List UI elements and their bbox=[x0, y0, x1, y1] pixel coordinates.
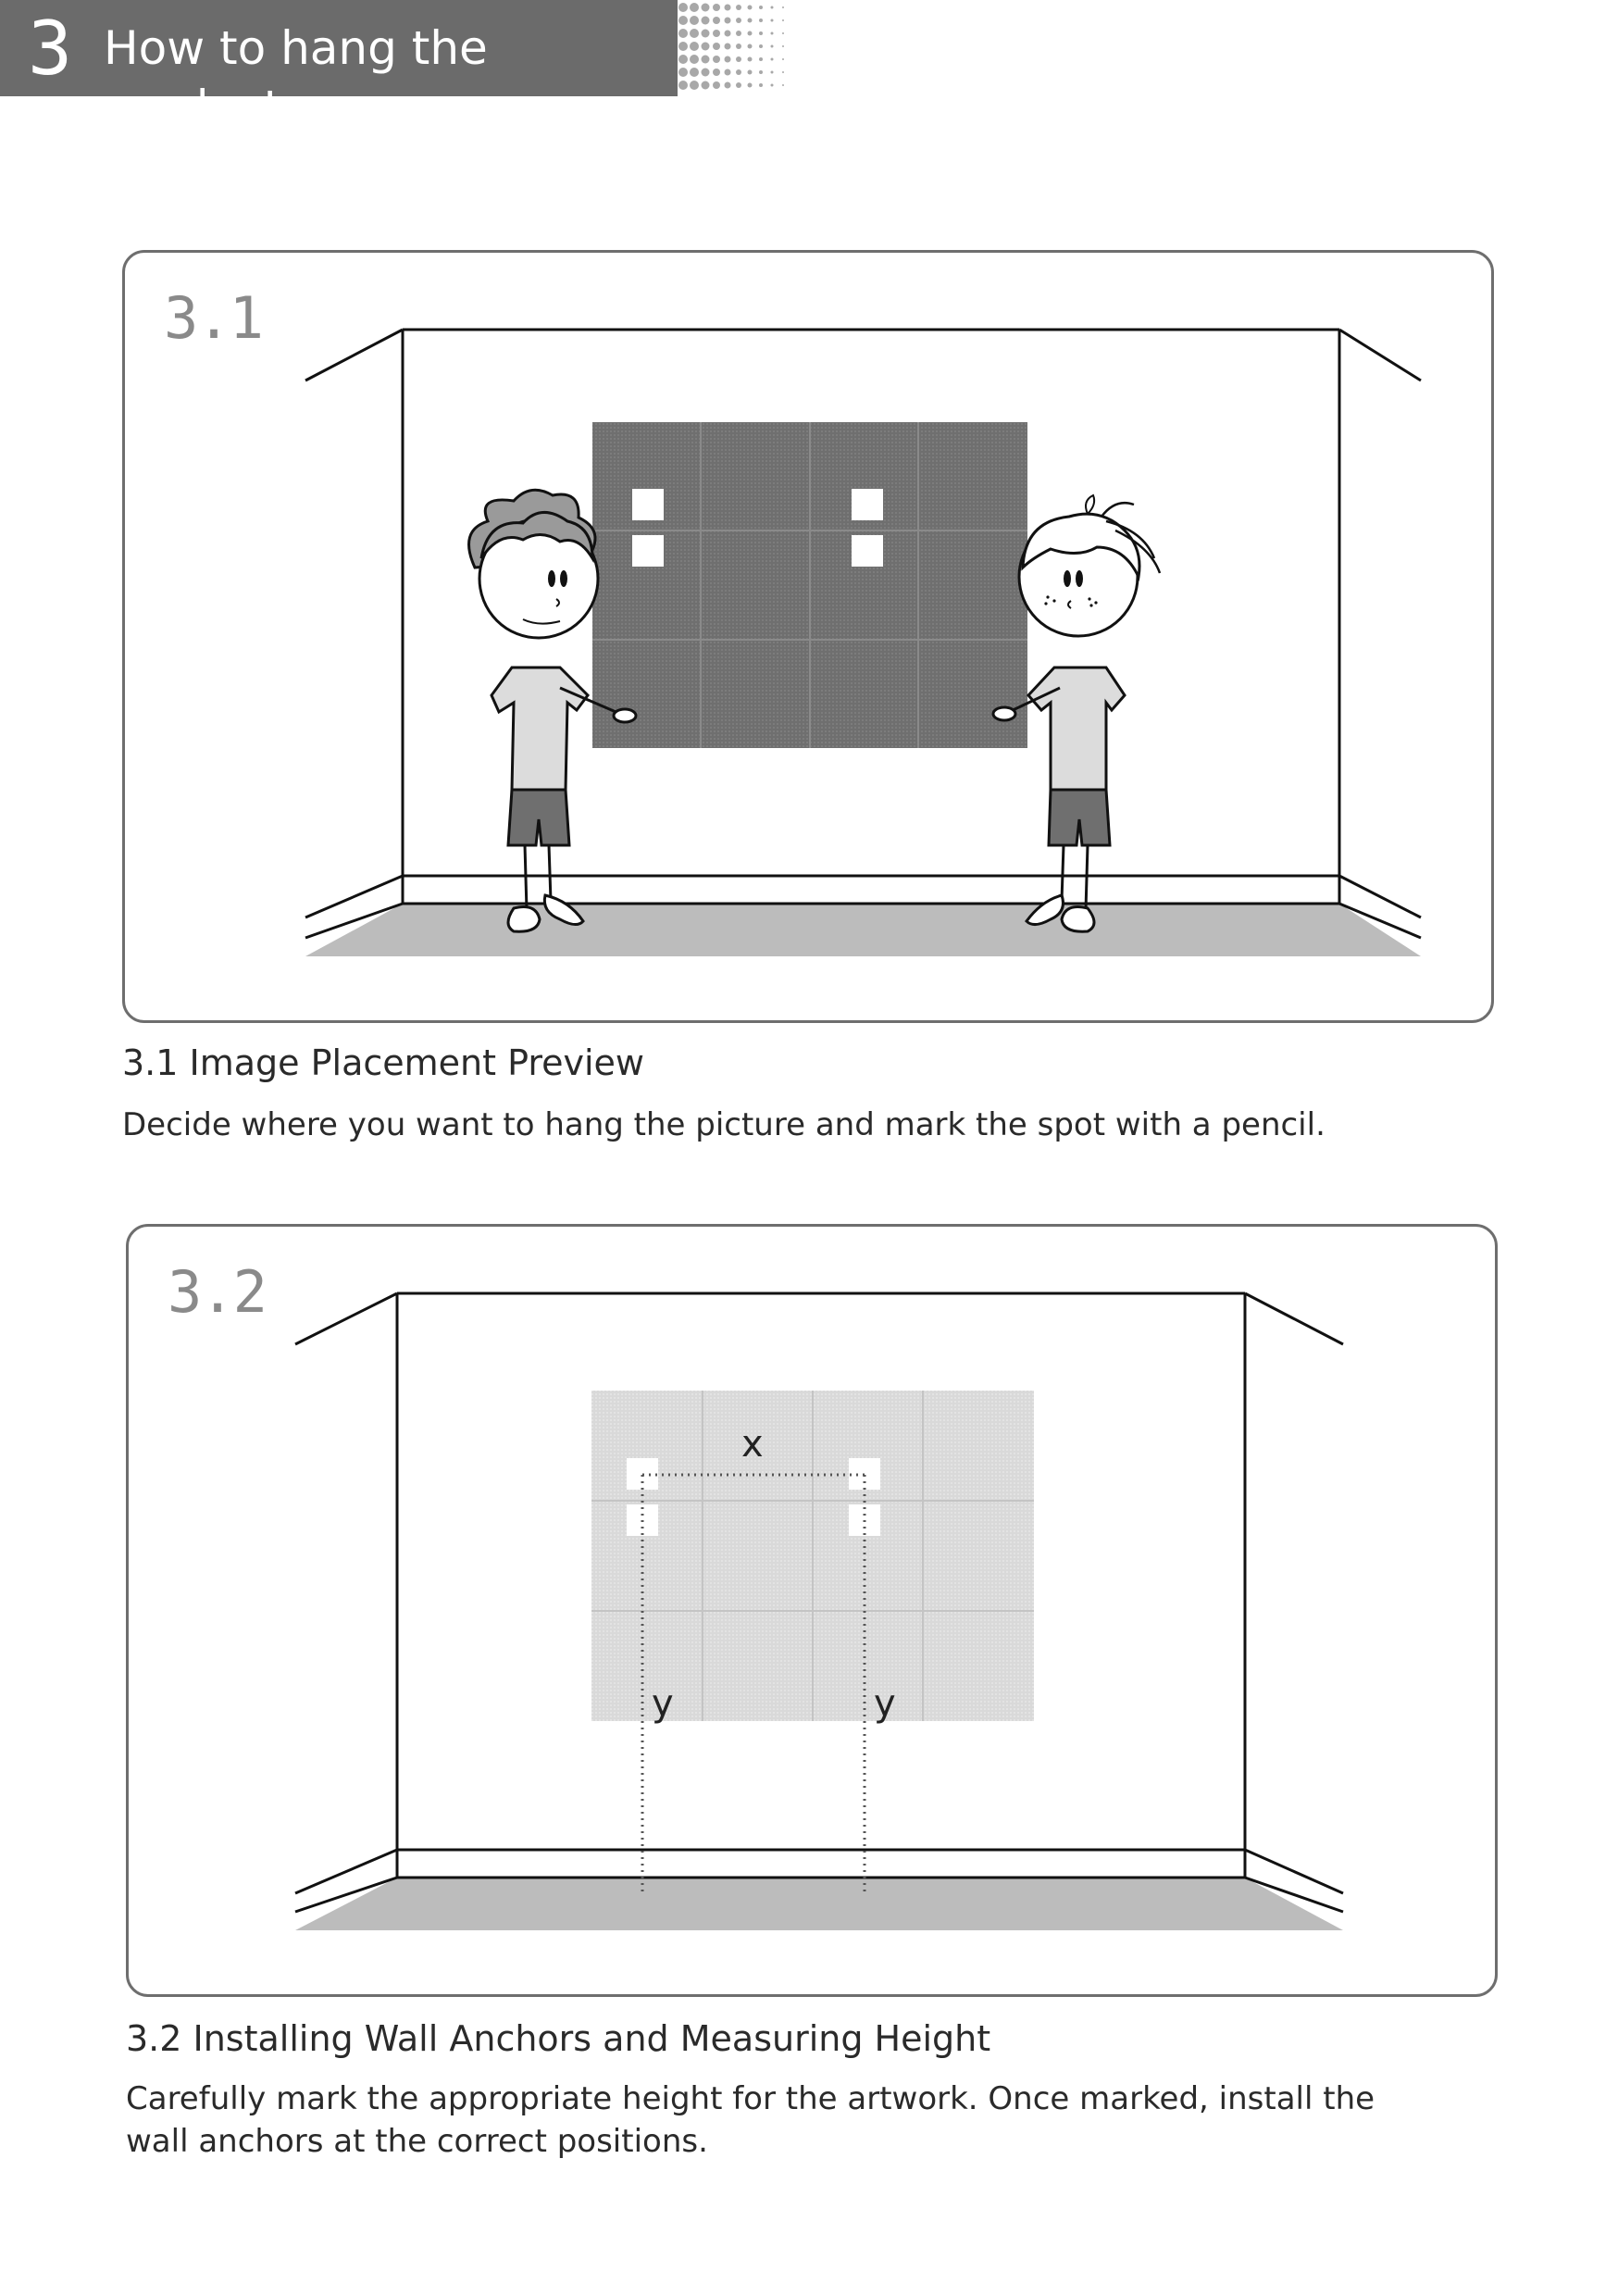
section-number: 3 bbox=[28, 6, 75, 92]
step-3-2-title: 3.2 Installing Wall Anchors and Measuring Height bbox=[126, 2018, 991, 2059]
step-3-1-description: Decide where you want to hang the picture and mark the spot with a pencil. bbox=[122, 1106, 1326, 1143]
step-badge-3-1: 3.1 bbox=[164, 284, 262, 352]
label-x-distance: x bbox=[741, 1423, 764, 1466]
measurement-scene-illustration bbox=[129, 1227, 1498, 1997]
dot-pattern-decoration bbox=[678, 0, 816, 96]
artwork-outline-grid bbox=[591, 1391, 1034, 1721]
room-scene-illustration bbox=[125, 253, 1494, 1023]
floor bbox=[305, 904, 1421, 956]
step-badge-3-2: 3.2 bbox=[168, 1258, 266, 1326]
step-3-2-illustration-panel bbox=[126, 1224, 1498, 1997]
section-header bbox=[0, 0, 678, 134]
section-title: How to hang the product bbox=[104, 21, 488, 134]
step-3-2-description: Carefully mark the appropriate height for the artwork. Once marked, install the wall anchors at the correct positions. bbox=[126, 2080, 1375, 2160]
floor bbox=[295, 1878, 1343, 1930]
step-3-1-illustration-panel bbox=[122, 250, 1494, 1023]
step-3-1-title: 3.1 Image Placement Preview bbox=[122, 1042, 645, 1083]
label-y-height-left: y bbox=[652, 1682, 674, 1725]
label-y-height-right: y bbox=[874, 1682, 896, 1725]
artwork-panel-grid bbox=[592, 422, 1027, 748]
